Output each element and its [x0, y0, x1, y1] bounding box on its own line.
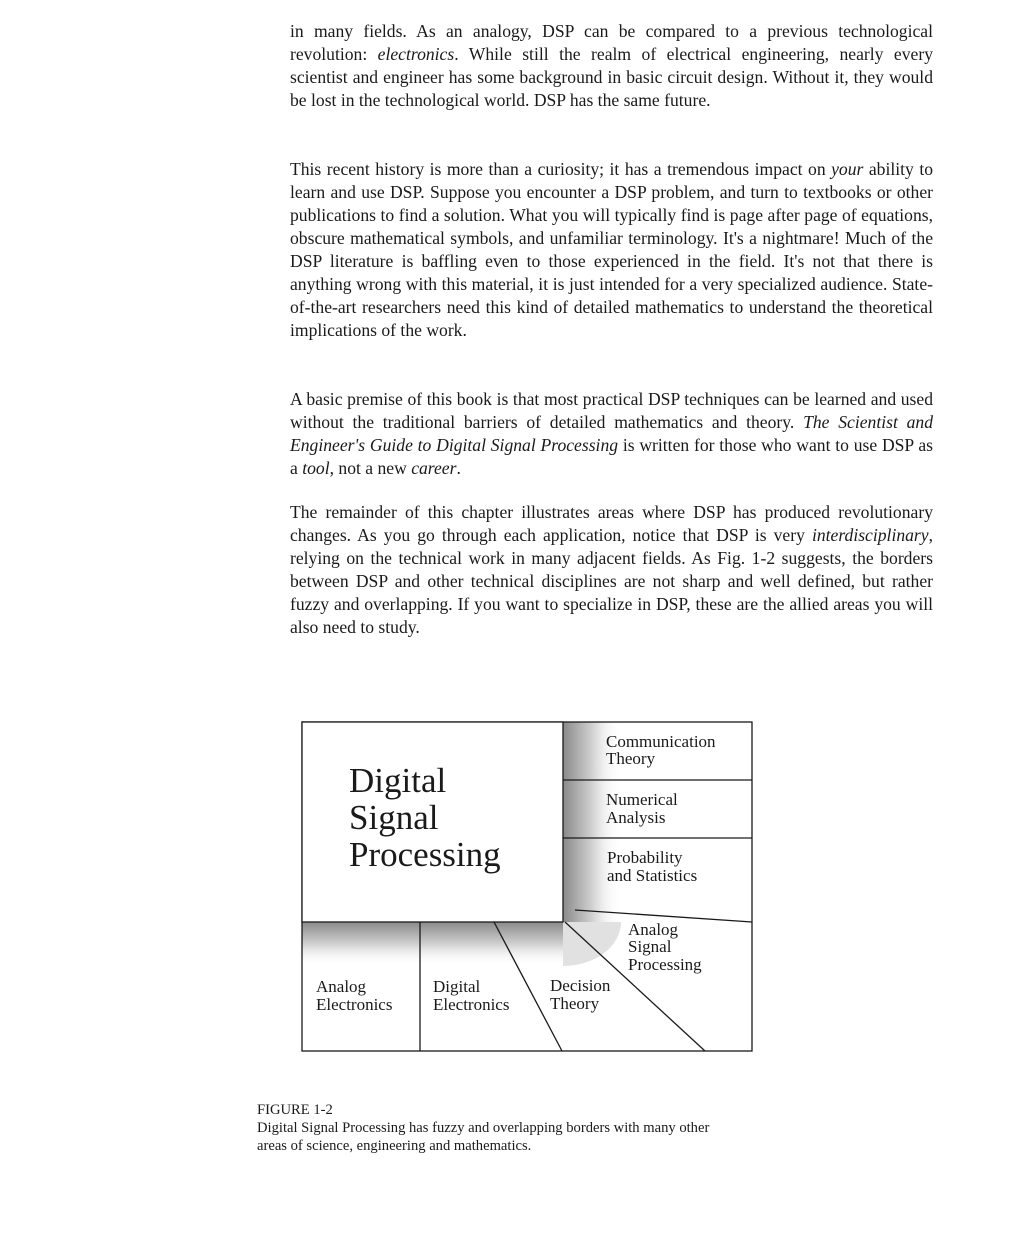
area-probability-statistics: Probability and Statistics: [607, 848, 698, 885]
text-run: is written for those who want to use DSP as a: [290, 435, 934, 478]
bottom-border-shadow: [302, 922, 563, 966]
figure-dsp-borders: [290, 710, 770, 1060]
italic-text: The Scientist and Engineer's Guide to Digital Signal Processing: [290, 412, 933, 455]
text-run: ability to learn and use DSP. Suppose you encounter a DSP problem, and turn to textbooks or other publications to find a solution. What you will typically find is page after page of equations, obscure mathematical symbols, and unfamiliar terminology. It's a nightmare! Much of the DSP literature is baffling even to those experienced in the field. It's not that there is anything wrong with this material, it is just intended for a very specialized audience. State-of-the-art researchers need this kind of detailed mathematics to understand the theoretical implications of the work.: [290, 159, 934, 340]
text-run: A basic premise of this book is that most practical DSP techniques can be learned and used without the traditional barriers of detailed mathematics and theory.: [290, 389, 933, 432]
text-run: , not a new: [329, 458, 412, 478]
area-analog-electronics: Analog Electronics: [316, 977, 393, 1014]
figure-caption: [257, 1101, 817, 1155]
figure-caption-text-line: areas of science, engineering and mathematics.: [257, 1138, 532, 1154]
italic-text: career: [411, 458, 457, 478]
body-paragraph-4: [290, 501, 933, 639]
italic-text: interdisciplinary: [811, 525, 929, 545]
italic-text: tool: [302, 458, 330, 478]
center-label-line: Processing: [349, 835, 501, 874]
area-decision-theory: Decision Theory: [550, 976, 611, 1013]
text-run: , relying on the technical work in many adjacent fields. As Fig. 1-2 suggests, the borders between DSP and other technical disciplines are not sharp and well defined, but rather fuzzy and overlapping. If you want to specialize in DSP, these are the allied areas you will also need to study.: [290, 525, 933, 637]
text-run: in many fields. As an analogy, DSP can be compared to a previous technological revolution:: [290, 21, 933, 64]
body-paragraph-2: [290, 158, 933, 342]
text-run: . While still the realm of electrical engineering, nearly every scientist and engineer has some background in basic circuit design. Without it, they would be lost in the technological world. DSP has the same future.: [290, 44, 933, 110]
body-paragraph-1: [290, 20, 933, 112]
body-paragraph-3: [290, 388, 933, 480]
area-analog-signal-processing: Analog Signal Processing: [628, 920, 702, 974]
italic-text: your: [831, 159, 864, 179]
figure-diagram: [290, 710, 770, 1060]
area-numerical-analysis: Numerical Analysis: [606, 790, 678, 827]
italic-text: electronics: [377, 44, 455, 64]
center-label-line: Digital: [349, 761, 447, 800]
area-communication-theory: Communication Theory: [606, 732, 716, 768]
center-label-line: Signal: [349, 798, 439, 837]
figure-caption-text-line: Digital Signal Processing has fuzzy and overlapping borders with many other: [257, 1120, 710, 1136]
area-digital-electronics: Digital Electronics: [433, 977, 510, 1014]
text-run: .: [456, 458, 461, 478]
text-run: This recent history is more than a curiosity; it has a tremendous impact on: [290, 159, 832, 179]
figure-caption-label: FIGURE 1-2: [257, 1102, 333, 1118]
text-run: The remainder of this chapter illustrates areas where DSP has produced revolutionary changes. As you go through each application, notice that DSP is very: [290, 502, 933, 545]
